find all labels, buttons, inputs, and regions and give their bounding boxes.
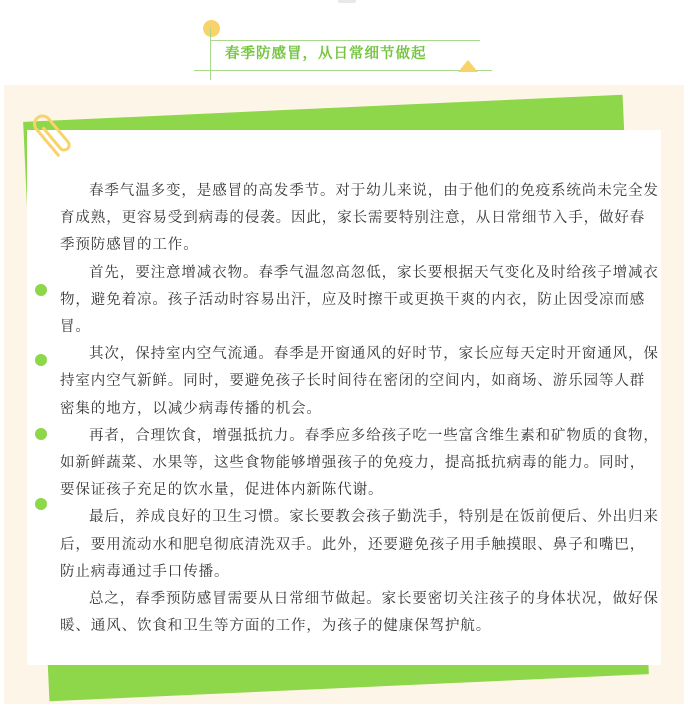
paragraph-conclusion: 总之，春季预防感冒需要从日常细节做起。家长要密切关注孩子的身体状况，做好保暖、通风、饮食和卫生等方面的工作，为孩子的健康保驾护航。	[60, 591, 659, 635]
green-bullet-dot	[35, 428, 47, 440]
paragraph-clothing: 首先，要注意增减衣物。春季气温忽高忽低，家长要根据天气变化及时给孩子增减衣物，避免着凉。孩子活动时容易出汗，应及时擦干或更换干爽的内衣，防止因受凉而感冒。	[60, 264, 659, 336]
yellow-triangle-decoration	[458, 60, 478, 72]
title-header	[0, 0, 694, 86]
header-line-bottom	[194, 70, 492, 71]
paragraph-diet: 再者，合理饮食，增强抵抗力。春季应多给孩子吃一些富含维生素和矿物质的食物，如新鲜蔬菜、水果等，这些食物能够增强孩子的免疫力，提高抵抗病毒的能力。同时，要保证孩子充足的饮水量，促进体内新陈代谢。	[60, 427, 659, 499]
paragraph-hygiene: 最后，养成良好的卫生习惯。家长要教会孩子勤洗手，特别是在饭前便后、外出归来后，要用流动水和肥皂彻底清洗双手。此外，还要避免孩子用手触摸眼、鼻子和嘴巴，防止病毒通过手口传播。	[60, 509, 659, 580]
paperclip-icon	[20, 106, 80, 166]
green-bullet-dot	[35, 354, 47, 366]
paragraph-ventilation: 其次，保持室内空气流通。春季是开窗通风的好时节，家长应每天定时开窗通风，保持室内空气新鲜。同时，要避免孩子长时间待在密闭的空间内，如商场、游乐园等人群密集的地方，以减少病毒传播的机会。	[60, 346, 659, 417]
paragraph-intro: 春季气温多变，是感冒的高发季节。对于幼儿来说，由于他们的免疫系统尚未完全发育成熟，更容易受到病毒的侵袭。因此，家长需要特别注意，从日常细节入手，做好春季预防感冒的工作。	[60, 183, 659, 254]
yellow-dot-decoration	[203, 20, 220, 37]
green-bullet-dot	[35, 498, 47, 510]
page-title: 春季防感冒，从日常细节做起	[225, 46, 427, 62]
header-line-left	[210, 28, 211, 80]
green-bullet-dot	[35, 284, 47, 296]
header-line-top	[210, 40, 480, 41]
article-body	[60, 178, 660, 640]
